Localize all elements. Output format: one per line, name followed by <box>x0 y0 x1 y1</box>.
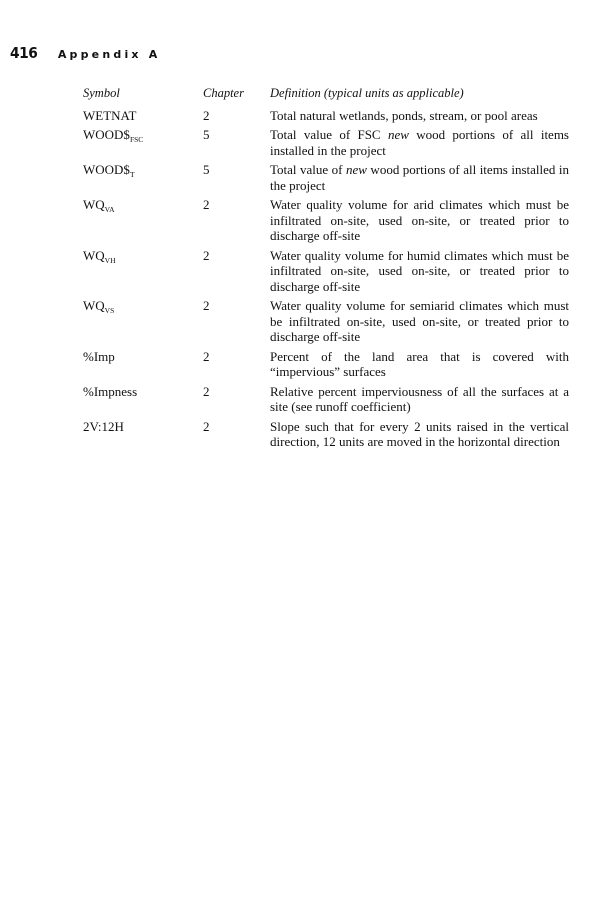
symbol-text: WQ <box>83 197 105 212</box>
symbol-text: 2V:12H <box>83 418 124 434</box>
table-body <box>83 108 569 450</box>
definition-emphasis: new <box>387 127 409 142</box>
definition-text: Slope such that for every 2 units raised in the vertical direction, 12 units are moved in the horizontal direction <box>270 418 569 449</box>
table-row <box>83 349 569 380</box>
chapter-cell: 2 <box>203 348 210 364</box>
symbol-cell <box>83 419 203 450</box>
definition-text: wood portions of all items installed in the project <box>270 127 569 158</box>
definition-cell <box>270 127 569 158</box>
table-row <box>83 384 569 415</box>
symbol-cell <box>83 127 203 158</box>
definition-text: wood portions of all items installed in the project <box>270 162 569 193</box>
symbol-cell <box>83 384 203 415</box>
symbol-text: WOOD$ <box>83 127 130 142</box>
definition-cell <box>270 162 569 193</box>
column-header-definition: Definition (typical units as applicable) <box>270 86 464 100</box>
chapter-cell: 2 <box>203 418 210 434</box>
chapter-cell: 2 <box>203 197 210 212</box>
definition-text: Total value of <box>270 162 346 177</box>
definition-cell <box>270 197 569 244</box>
definition-text: Water quality volume for humid climates which must be infiltrated on-site, used on-site, or treated prior to discharge off-site <box>270 247 569 294</box>
symbol-cell <box>83 162 203 193</box>
chapter-cell: 2 <box>203 247 210 263</box>
table-row <box>83 419 569 450</box>
definition-cell <box>270 349 569 380</box>
symbol-table <box>83 86 569 454</box>
symbol-cell <box>83 108 203 124</box>
definition-text: Total natural wetlands, ponds, stream, or pool areas <box>270 107 538 123</box>
chapter-cell: 2 <box>203 107 210 123</box>
column-header-chapter: Chapter <box>203 86 244 100</box>
symbol-cell <box>83 349 203 380</box>
page-number: 416 <box>10 44 38 62</box>
symbol-subscript: VS <box>104 306 115 315</box>
definition-text: Percent of the land area that is covered with “impervious” surfaces <box>270 348 569 379</box>
definition-text: Relative percent imperviousness of all the surfaces at a site (see runoff coefficient) <box>270 383 569 414</box>
definition-text: Water quality volume for semiarid climates which must be infiltrated on-site, used on-site, or treated prior to discharge off-site <box>270 298 569 344</box>
symbol-text: WOOD$ <box>83 162 130 177</box>
section-title: Appendix A <box>57 48 161 61</box>
table-row <box>83 298 569 345</box>
definition-cell <box>270 384 569 415</box>
symbol-text: WETNAT <box>83 107 137 123</box>
table-row <box>83 197 569 244</box>
definition-cell <box>270 108 569 124</box>
definition-text: Water quality volume for arid climates which must be infiltrated on-site, used on-site, or treated prior to discharge off-site <box>270 197 569 243</box>
column-header-symbol: Symbol <box>83 86 120 100</box>
table-row <box>83 248 569 295</box>
symbol-text: WQ <box>83 247 105 263</box>
symbol-text: %Impness <box>83 383 138 399</box>
symbol-subscript: FSC <box>129 135 144 144</box>
symbol-cell <box>83 197 203 244</box>
definition-cell <box>270 298 569 345</box>
chapter-cell: 2 <box>203 298 210 313</box>
table-row <box>83 108 569 124</box>
definition-cell <box>270 248 569 295</box>
symbol-cell <box>83 248 203 295</box>
definition-emphasis: new <box>345 162 367 177</box>
symbol-text: %Imp <box>83 348 115 364</box>
symbol-subscript: T <box>129 170 135 179</box>
table-header <box>83 86 569 102</box>
definition-text: Total value of FSC <box>270 127 388 142</box>
symbol-cell <box>83 298 203 345</box>
symbol-subscript: VH <box>104 255 116 265</box>
table-row <box>83 162 569 193</box>
definition-cell <box>270 419 569 450</box>
chapter-cell: 2 <box>203 383 210 399</box>
table-row <box>83 127 569 158</box>
symbol-text: WQ <box>83 298 105 313</box>
running-header <box>10 44 160 62</box>
chapter-cell: 5 <box>203 127 210 142</box>
symbol-subscript: VA <box>104 205 115 214</box>
chapter-cell: 5 <box>203 162 210 177</box>
